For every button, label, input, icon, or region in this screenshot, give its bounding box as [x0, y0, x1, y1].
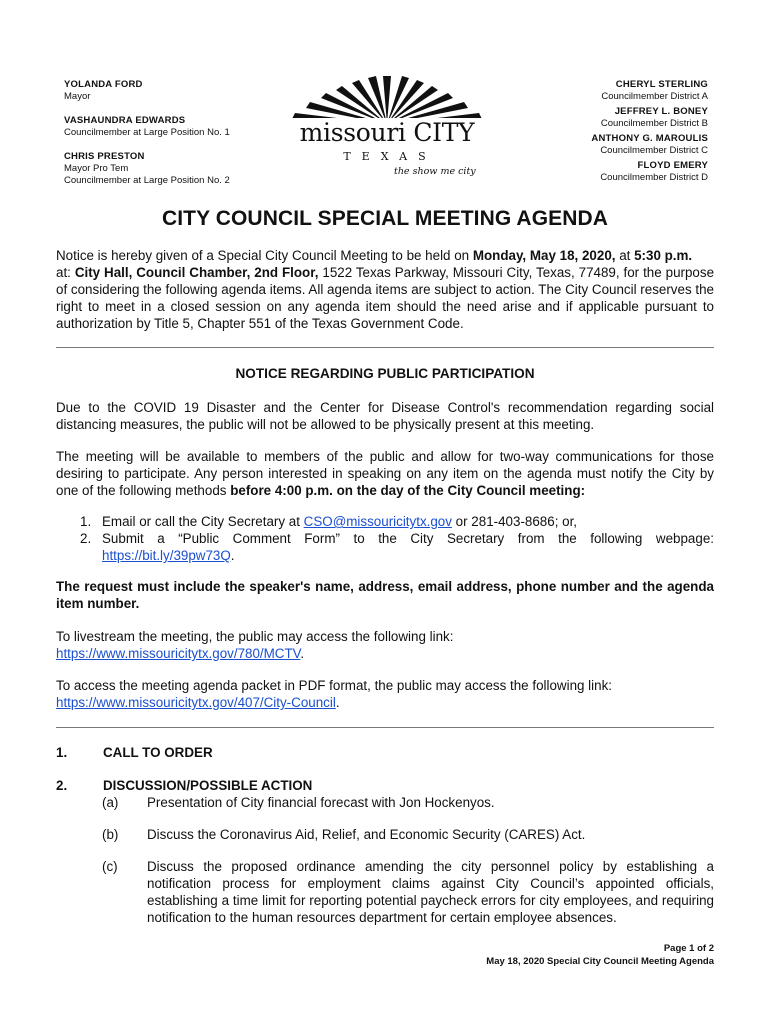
livestream-link[interactable]: https://www.missouricitytx.gov/780/MCTV	[56, 646, 301, 661]
page-footer	[314, 942, 714, 968]
footer-document-title: May 18, 2020 Special City Council Meeting Agenda	[486, 956, 714, 967]
punctuation: .	[335, 695, 340, 710]
city-logo	[284, 74, 490, 186]
list-text: Email or call the City Secretary at	[102, 514, 304, 529]
list-text: Submit a “Public Comment Form” to the City Secretary from the following webpage:	[102, 531, 714, 546]
official-district-b	[478, 106, 708, 130]
sunburst-icon	[284, 74, 490, 124]
official-title: Councilmember at Large Position No. 1	[64, 127, 230, 138]
official-name: CHERYL STERLING	[615, 79, 708, 90]
packet-paragraph	[56, 677, 714, 711]
official-title: Councilmember District B	[600, 118, 708, 129]
agenda-number: 2.	[56, 778, 68, 793]
intro-location: City Hall, Council Chamber, 2nd Floor,	[74, 265, 319, 280]
official-mayor	[64, 79, 294, 103]
agenda-label: CALL TO ORDER	[103, 745, 213, 760]
email-link[interactable]: CSO@missouricitytx.gov	[303, 514, 452, 529]
list-text: or 281-403-8686; or,	[451, 514, 578, 529]
intro-text: Notice is hereby given of a Special City Council Meeting to be held on	[56, 248, 473, 263]
subitem-text: Presentation of City financial forecast with Jon Hockenyos.	[147, 795, 495, 810]
agenda-number: 1.	[56, 745, 68, 760]
subitem-letter: (a)	[102, 795, 119, 810]
notice-heading: NOTICE REGARDING PUBLIC PARTICIPATION	[235, 366, 535, 381]
notice-deadline: before 4:00 p.m. on the day of the City Council meeting:	[230, 483, 586, 498]
livestream-text: To livestream the meeting, the public may access the following link:	[56, 629, 454, 644]
official-at-large-1	[64, 115, 294, 139]
packet-text: To access the meeting agenda packet in PDF format, the public may access the following link:	[56, 678, 612, 693]
official-title: Mayor	[64, 91, 91, 102]
official-name: CHRIS PRESTON	[64, 151, 145, 162]
divider	[56, 347, 714, 348]
intro-date: Monday, May 18, 2020,	[472, 248, 616, 263]
official-title: Councilmember District D	[600, 172, 708, 183]
official-name: YOLANDA FORD	[64, 79, 143, 90]
punctuation: .	[300, 646, 305, 661]
intro-time: 5:30 p.m.	[634, 248, 693, 263]
list-number: 1.	[80, 514, 92, 529]
list-item	[56, 530, 714, 564]
official-name: VASHAUNDRA EDWARDS	[64, 115, 186, 126]
list-text: .	[230, 548, 235, 563]
comment-form-link[interactable]: https://bit.ly/39pw73Q	[102, 548, 231, 563]
divider	[56, 727, 714, 728]
livestream-paragraph	[56, 628, 714, 662]
official-title: Councilmember District A	[601, 91, 708, 102]
notice-paragraph-covid: Due to the COVID 19 Disaster and the Center for Disease Control's recommendation regarding social distancing measures, the public will not be allowed to be physically present at this meeting.	[56, 400, 714, 432]
subitem-letter: (b)	[102, 827, 119, 842]
packet-link[interactable]: https://www.missouricitytx.gov/407/City-Council	[56, 695, 336, 710]
official-name: ANTHONY G. MAROULIS	[591, 133, 708, 144]
intro-text: at:	[56, 265, 75, 280]
list-item	[56, 513, 714, 530]
official-at-large-2	[64, 151, 294, 187]
notice-paragraph-participation	[56, 448, 714, 499]
intro-text: at	[615, 248, 635, 263]
intro-paragraph	[56, 247, 714, 332]
intro-text: 1522 Texas Parkway, Missouri City, Texas, 77489, for the purpose of considering the following agenda items. All agenda items are subject to action. The City Council reserves the right to meet in a closed session on any agenda item should the need arise and if applicable pursuant to authorization by Title 5, Chapter 551 of the Texas Government Code.	[56, 265, 715, 331]
page-number: Page 1 of 2	[663, 943, 714, 954]
right-officials	[478, 79, 708, 187]
request-requirement: The request must include the speaker's name, address, email address, phone number and the agenda item number.	[56, 579, 714, 611]
official-district-c	[478, 133, 708, 157]
subitem-letter: (c)	[102, 859, 118, 874]
official-name: FLOYD EMERY	[637, 160, 708, 171]
official-district-d	[478, 160, 708, 184]
official-name: JEFFREY L. BONEY	[614, 106, 708, 117]
logo-wordmark: missouri CITY	[299, 118, 475, 147]
contact-methods-list	[56, 513, 714, 564]
official-title: Councilmember District C	[600, 145, 708, 156]
subitem-text: Discuss the Coronavirus Aid, Relief, and Economic Security (CARES) Act.	[147, 827, 586, 842]
logo-tagline: the show me city	[394, 166, 476, 177]
left-officials	[64, 79, 294, 199]
official-district-a	[478, 79, 708, 103]
subitem-text: Discuss the proposed ordinance amending the city personnel policy by establishing a notification process for employment claims against City Council’s appointed officials, establishing a time limit for reporting potential paycheck errors for city employees, and requiring notification to the human resources department for certain employee absences.	[147, 859, 714, 925]
notice-text: The meeting will be available to members of the public and allow for two-way communications for those desiring to participate. Any person interested in speaking on any item on the agenda must notify the City by one of the following methods	[56, 449, 714, 498]
official-title: Mayor Pro Tem	[64, 163, 129, 174]
list-number: 2.	[80, 531, 92, 546]
agenda-label: DISCUSSION/POSSIBLE ACTION	[103, 778, 313, 793]
logo-state: TEXAS	[343, 150, 437, 163]
page-title: CITY COUNCIL SPECIAL MEETING AGENDA	[161, 207, 609, 230]
official-title: Councilmember at Large Position No. 2	[64, 175, 230, 186]
